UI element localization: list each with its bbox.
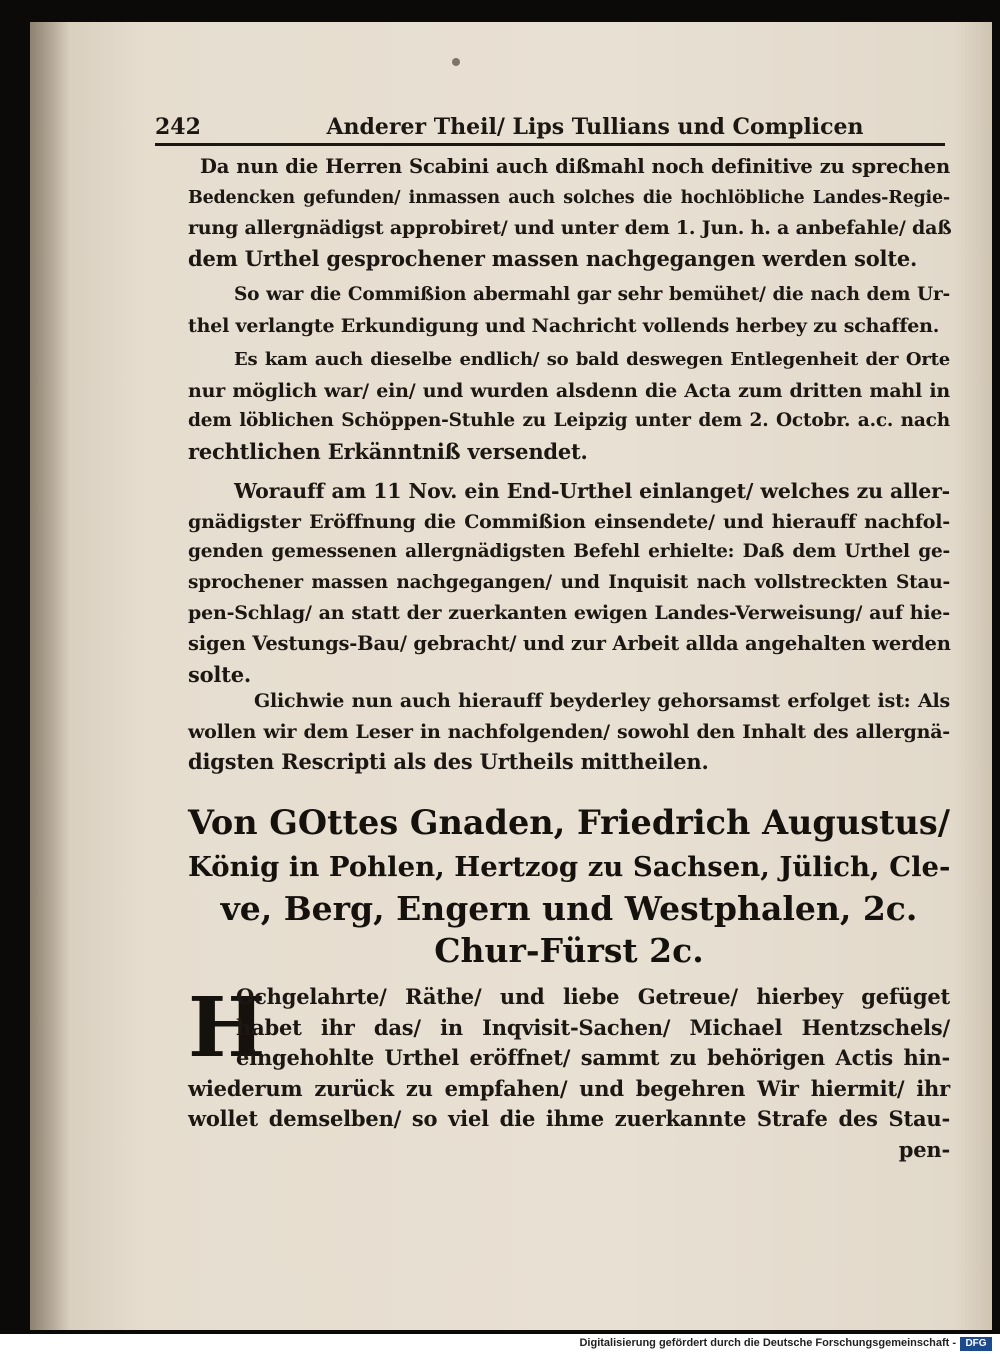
funding-credit: Digitalisierung gefördert durch die Deutsche Forschungsgemeinschaft - — [579, 1337, 956, 1349]
page-gutter-shadow — [30, 22, 70, 1330]
running-header — [155, 110, 950, 144]
text-line: digsten Rescripti als des Urtheils mittheilen. — [188, 749, 709, 775]
text-line: wollen wir dem Leser in nachfolgenden/ sowohl den Inhalt des allergnä- — [188, 720, 950, 743]
page-number: 242 — [155, 114, 201, 140]
text-line: Bedencken gefunden/ inmassen auch solches die hochlöbliche Landes-Regie- — [188, 187, 950, 208]
paragraph-5 — [188, 686, 950, 778]
text-line: gnädigster Eröffnung die Commißion einsendete/ und hierauff nachfol- — [188, 510, 950, 533]
paragraph-3 — [188, 345, 950, 467]
title-line: ve, Berg, Engern und Westphalen, 2c. — [220, 889, 918, 928]
paragraph-1 — [188, 152, 950, 274]
dfg-logo: DFG — [960, 1337, 992, 1351]
text-line: nur möglich war/ ein/ und wurden alsdenn die Acta zum dritten mahl in — [188, 379, 950, 402]
text-line: solte. — [188, 661, 251, 687]
text-line: wiederum zurück zu empfahen/ und begehren Wir hiermit/ ihr — [188, 1075, 950, 1101]
text-line: wollet demselben/ so viel die ihme zuerkannte Strafe des Stau- — [188, 1106, 950, 1132]
paragraph-2 — [188, 280, 950, 341]
text-line: eingehohlte Urthel eröffnet/ sammt zu behörigen Actis hin- — [236, 1045, 950, 1071]
running-title: Anderer Theil/ Lips Tullians und Complicen — [326, 114, 864, 140]
decree-title — [188, 800, 950, 972]
drop-cap-initial: H — [188, 980, 266, 1076]
text-line: sigen Vestungs-Bau/ gebracht/ und zur Arbeit allda angehalten werden — [188, 631, 951, 655]
text-line: So war die Commißion abermahl gar sehr bemühet/ die nach dem Ur- — [234, 284, 950, 305]
text-line: rung allergnädigst approbiret/ und unter dem 1. Jun. h. a anbefahle/ daß — [188, 217, 952, 240]
text-line: thel verlangte Erkundigung und Nachricht vollends herbey zu schaffen. — [188, 314, 940, 337]
title-line: Von GOttes Gnaden, Friedrich Augustus/ — [188, 803, 950, 842]
catchword: pen- — [898, 1136, 950, 1162]
text-line: sprochener massen nachgegangen/ und Inquisit nach vollstreckten Stau- — [188, 571, 950, 593]
title-line: König in Pohlen, Hertzog zu Sachsen, Jülich, Cle- — [188, 851, 951, 883]
paragraph-4 — [188, 476, 950, 690]
text-line: dem löblichen Schöppen-Stuhle zu Leipzig unter dem 2. Octobr. a.c. nach — [188, 410, 950, 432]
text-line: rechtlichen Erkänntniß versendet. — [188, 438, 588, 464]
digitization-footer — [0, 1334, 1000, 1354]
text-line: habet ihr das/ in Inqvisit-Sachen/ Michael Hentzschels/ — [236, 1014, 950, 1040]
text-line: genden gemessenen allergnädigsten Befehl erhielte: Daß dem Urthel ge- — [188, 541, 950, 563]
letter-body — [188, 982, 950, 1166]
text-line: Worauff am 11 Nov. ein End-Urthel einlanget/ welches zu aller- — [234, 479, 950, 503]
text-line: Ochgelahrte/ Räthe/ und liebe Getreue/ hierbey gefüget — [236, 984, 950, 1009]
text-line: dem Urthel gesprochener massen nachgegangen werden solte. — [188, 245, 918, 271]
text-line: Glichwie nun auch hierauff beyderley gehorsamst erfolget ist: Als — [254, 690, 950, 712]
ink-spot — [452, 58, 460, 66]
title-line: Chur-Fürst 2c. — [434, 931, 704, 970]
header-rule — [155, 143, 945, 146]
text-line: Es kam auch dieselbe endlich/ so bald deswegen Entlegenheit der Orte — [234, 349, 950, 370]
text-line: pen-Schlag/ an statt der zuerkanten ewigen Landes-Verweisung/ auf hie- — [188, 602, 950, 625]
text-line: Da nun die Herren Scabini auch dißmahl noch definitive zu sprechen — [200, 155, 950, 178]
